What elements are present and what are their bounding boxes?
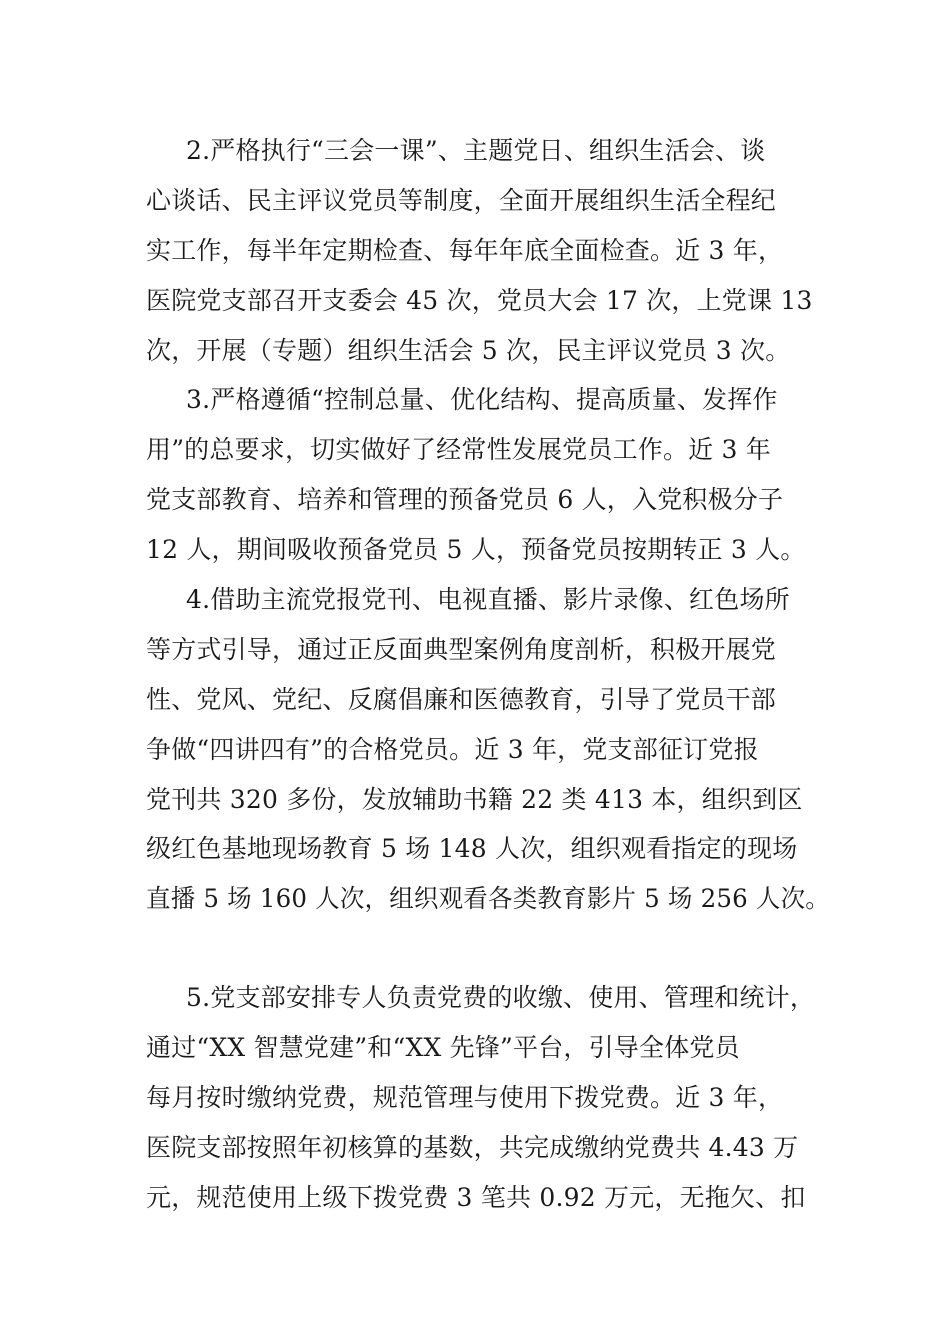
paragraph-2-line-2: 心谈话、民主评议党员等制度，全面开展组织生活全程纪 <box>146 186 777 215</box>
paragraph-3-line-3: 党支部教育、培养和管理的预备党员 6 人，入党积极分子 <box>146 485 784 514</box>
paragraph-4-line-3: 性、党风、党纪、反腐倡廉和医德教育，引导了党员干部 <box>146 685 777 714</box>
paragraph-2-line-4: 医院党支部召开支委会 45 次，党员大会 17 次，上党课 13 <box>146 286 813 315</box>
paragraph-5-line-5: 元，规范使用上级下拨党费 3 笔共 0.92 万元，无拖欠、扣 <box>146 1183 806 1212</box>
paragraph-4-line-6: 级红色基地现场教育 5 场 148 人次，组织观看指定的现场 <box>146 834 798 863</box>
paragraph-2-line-3: 实工作，每半年定期检查、每年年底全面检查。近 3 年， <box>146 236 784 265</box>
paragraph-3-line-1: 3.严格遵循“控制总量、优化结构、提高质量、发挥作 <box>186 385 778 414</box>
paragraph-4-line-4: 争做“四讲四有”的合格党员。近 3 年，党支部征订党报 <box>146 735 759 764</box>
paragraph-4-line-1: 4.借助主流党报党刊、电视直播、影片录像、红色场所 <box>186 585 790 614</box>
paragraph-2-line-1: 2.严格执行“三会一课”、主题党日、组织生活会、谈 <box>186 136 766 165</box>
paragraph-5-line-3: 每月按时缴纳党费，规范管理与使用下拨党费。近 3 年， <box>146 1083 784 1112</box>
paragraph-2-line-5: 次，开展（专题）组织生活会 5 次，民主评议党员 3 次。 <box>146 336 791 365</box>
paragraph-5-line-2: 通过“XX 智慧党建”和“XX 先锋”平台，引导全体党员 <box>146 1033 740 1062</box>
paragraph-3-line-4: 12 人，期间吸收预备党员 5 人，预备党员按期转正 3 人。 <box>146 535 806 564</box>
paragraph-4-line-5: 党刊共 320 多份，发放辅助书籍 22 类 413 本，组织到区 <box>146 785 803 814</box>
paragraph-4-line-7: 直播 5 场 160 人次，组织观看各类教育影片 5 场 256 人次。 <box>146 884 831 913</box>
paragraph-3-line-2: 用”的总要求，切实做好了经常性发展党员工作。近 3 年 <box>146 435 771 464</box>
paragraph-4-line-2: 等方式引导，通过正反面典型案例角度剖析，积极开展党 <box>146 635 777 664</box>
paragraph-5-line-4: 医院支部按照年初核算的基数，共完成缴纳党费共 4.43 万 <box>146 1133 799 1162</box>
paragraph-5-line-1: 5.党支部安排专人负责党费的收缴、使用、管理和统计， <box>186 983 816 1012</box>
